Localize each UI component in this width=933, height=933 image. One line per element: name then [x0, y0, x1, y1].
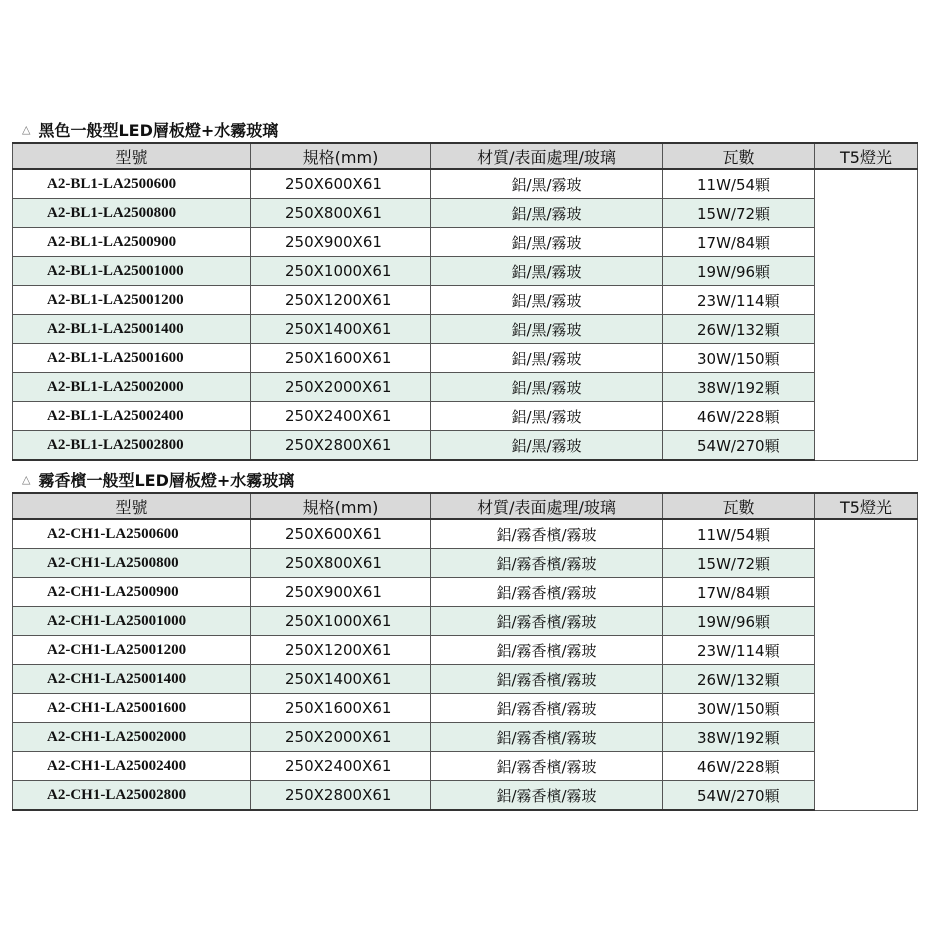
size-cell: 250X1200X61: [251, 636, 431, 665]
table-row: [13, 578, 918, 607]
table-row: [13, 315, 918, 344]
watt-cell: 11W/54顆: [663, 519, 815, 549]
material-cell: 鋁/霧香檳/霧玻: [431, 607, 663, 636]
model-cell: A2-BL1-LA25002400: [13, 402, 251, 431]
size-cell: 250X2400X61: [251, 752, 431, 781]
material-cell: 鋁/黑/霧玻: [431, 373, 663, 402]
material-cell: 鋁/黑/霧玻: [431, 431, 663, 461]
model-cell: A2-CH1-LA25001000: [13, 607, 251, 636]
triangle-outline-icon: △: [22, 122, 31, 136]
model-cell: A2-BL1-LA25001600: [13, 344, 251, 373]
table-row: [13, 431, 918, 461]
model-cell: A2-BL1-LA2500600: [13, 169, 251, 199]
watt-cell: 54W/270顆: [663, 781, 815, 811]
material-cell: 鋁/黑/霧玻: [431, 402, 663, 431]
table-row: [13, 723, 918, 752]
watt-cell: 23W/114顆: [663, 286, 815, 315]
watt-cell: 54W/270顆: [663, 431, 815, 461]
watt-cell: 15W/72顆: [663, 199, 815, 228]
material-cell: 鋁/黑/霧玻: [431, 286, 663, 315]
watt-cell: 19W/96顆: [663, 257, 815, 286]
size-cell: 250X1400X61: [251, 665, 431, 694]
model-cell: A2-CH1-LA2500800: [13, 549, 251, 578]
table-row: [13, 373, 918, 402]
watt-cell: 15W/72顆: [663, 549, 815, 578]
watt-cell: 46W/228顆: [663, 752, 815, 781]
size-cell: 250X2400X61: [251, 402, 431, 431]
size-cell: 250X1000X61: [251, 607, 431, 636]
material-cell: 鋁/黑/霧玻: [431, 257, 663, 286]
material-cell: 鋁/黑/霧玻: [431, 344, 663, 373]
model-cell: A2-CH1-LA2500900: [13, 578, 251, 607]
size-cell: 250X2800X61: [251, 431, 431, 461]
table-row: [13, 286, 918, 315]
model-cell: A2-CH1-LA25001200: [13, 636, 251, 665]
size-cell: 250X2800X61: [251, 781, 431, 811]
size-cell: 250X1600X61: [251, 344, 431, 373]
t5-cell: [815, 519, 918, 810]
header-material: 材質/表面處理/玻璃: [431, 493, 663, 519]
header-t5: T5燈光: [815, 493, 918, 519]
watt-cell: 11W/54顆: [663, 169, 815, 199]
table-row: [13, 519, 918, 549]
table-row: [13, 665, 918, 694]
model-cell: A2-CH1-LA25001400: [13, 665, 251, 694]
material-cell: 鋁/霧香檳/霧玻: [431, 665, 663, 694]
material-cell: 鋁/霧香檳/霧玻: [431, 519, 663, 549]
table-row: [13, 636, 918, 665]
material-cell: 鋁/黑/霧玻: [431, 228, 663, 257]
size-cell: 250X1200X61: [251, 286, 431, 315]
table-row: [13, 781, 918, 811]
table-row: [13, 199, 918, 228]
material-cell: 鋁/黑/霧玻: [431, 199, 663, 228]
spec-table-black: [12, 142, 918, 461]
header-t5: T5燈光: [815, 143, 918, 169]
size-cell: 250X900X61: [251, 228, 431, 257]
model-cell: A2-CH1-LA25001600: [13, 694, 251, 723]
model-cell: A2-BL1-LA25001400: [13, 315, 251, 344]
size-cell: 250X600X61: [251, 169, 431, 199]
section-title-text: 黑色一般型LED層板燈+水霧玻璃: [38, 120, 279, 140]
model-cell: A2-BL1-LA2500900: [13, 228, 251, 257]
material-cell: 鋁/霧香檳/霧玻: [431, 723, 663, 752]
table-row: [13, 694, 918, 723]
model-cell: A2-BL1-LA25001200: [13, 286, 251, 315]
watt-cell: 17W/84顆: [663, 228, 815, 257]
size-cell: 250X1000X61: [251, 257, 431, 286]
table-row: [13, 344, 918, 373]
size-cell: 250X1600X61: [251, 694, 431, 723]
section-title: [22, 118, 278, 140]
watt-cell: 26W/132顆: [663, 315, 815, 344]
size-cell: 250X600X61: [251, 519, 431, 549]
table-row: [13, 169, 918, 199]
model-cell: A2-BL1-LA25002000: [13, 373, 251, 402]
header-model: 型號: [13, 493, 251, 519]
triangle-outline-icon: △: [22, 472, 31, 486]
watt-cell: 46W/228顆: [663, 402, 815, 431]
header-model: 型號: [13, 143, 251, 169]
model-cell: A2-BL1-LA25001000: [13, 257, 251, 286]
t5-cell: [815, 169, 918, 460]
spec-table-champagne: [12, 492, 918, 811]
material-cell: 鋁/黑/霧玻: [431, 315, 663, 344]
size-cell: 250X900X61: [251, 578, 431, 607]
header-material: 材質/表面處理/玻璃: [431, 143, 663, 169]
watt-cell: 19W/96顆: [663, 607, 815, 636]
material-cell: 鋁/霧香檳/霧玻: [431, 752, 663, 781]
watt-cell: 26W/132顆: [663, 665, 815, 694]
header-size: 規格(mm): [251, 493, 431, 519]
model-cell: A2-BL1-LA2500800: [13, 199, 251, 228]
watt-cell: 23W/114顆: [663, 636, 815, 665]
model-cell: A2-CH1-LA2500600: [13, 519, 251, 549]
material-cell: 鋁/霧香檳/霧玻: [431, 549, 663, 578]
header-size: 規格(mm): [251, 143, 431, 169]
size-cell: 250X2000X61: [251, 373, 431, 402]
size-cell: 250X1400X61: [251, 315, 431, 344]
watt-cell: 30W/150顆: [663, 344, 815, 373]
section-title-text: 霧香檳一般型LED層板燈+水霧玻璃: [38, 470, 295, 490]
section-title: [22, 468, 294, 490]
table-header-row: [13, 493, 918, 519]
material-cell: 鋁/霧香檳/霧玻: [431, 578, 663, 607]
size-cell: 250X800X61: [251, 549, 431, 578]
size-cell: 250X2000X61: [251, 723, 431, 752]
model-cell: A2-BL1-LA25002800: [13, 431, 251, 461]
header-watt: 瓦數: [663, 143, 815, 169]
watt-cell: 38W/192顆: [663, 373, 815, 402]
table-row: [13, 257, 918, 286]
material-cell: 鋁/黑/霧玻: [431, 169, 663, 199]
table-row: [13, 228, 918, 257]
table-row: [13, 402, 918, 431]
table-row: [13, 607, 918, 636]
model-cell: A2-CH1-LA25002800: [13, 781, 251, 811]
model-cell: A2-CH1-LA25002400: [13, 752, 251, 781]
table-header-row: [13, 143, 918, 169]
watt-cell: 17W/84顆: [663, 578, 815, 607]
material-cell: 鋁/霧香檳/霧玻: [431, 636, 663, 665]
model-cell: A2-CH1-LA25002000: [13, 723, 251, 752]
table-row: [13, 752, 918, 781]
material-cell: 鋁/霧香檳/霧玻: [431, 694, 663, 723]
table-row: [13, 549, 918, 578]
size-cell: 250X800X61: [251, 199, 431, 228]
watt-cell: 38W/192顆: [663, 723, 815, 752]
material-cell: 鋁/霧香檳/霧玻: [431, 781, 663, 811]
watt-cell: 30W/150顆: [663, 694, 815, 723]
header-watt: 瓦數: [663, 493, 815, 519]
